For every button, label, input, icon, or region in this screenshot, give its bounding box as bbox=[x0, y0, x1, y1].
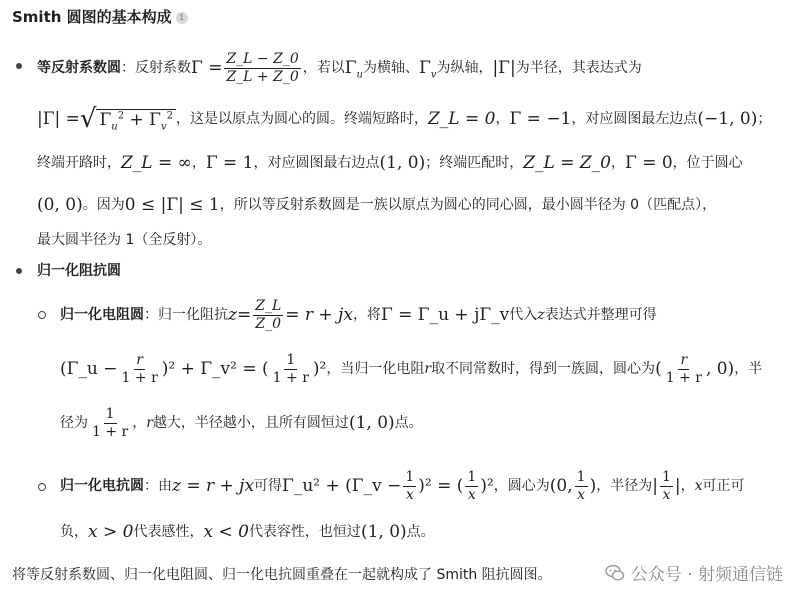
circle-bullet bbox=[38, 311, 46, 319]
x-text: 代表感性， bbox=[133, 524, 204, 540]
s1-text: ，若以 bbox=[302, 60, 345, 76]
frac-den: Z_0 bbox=[255, 315, 282, 332]
frac-den: x bbox=[467, 486, 476, 503]
s1-text: ；终端匹配时， bbox=[425, 155, 524, 171]
footer-sentence: 将等反射系数圆、归一化电阻圆、归一化电抗圆重叠在一起就构成了 Smith 阻抗圆图。 bbox=[12, 567, 552, 583]
gamma-fraction bbox=[224, 51, 300, 84]
x-eq-part3: )² bbox=[480, 475, 494, 496]
s1-text: ， bbox=[611, 155, 625, 171]
z-sym: z bbox=[228, 304, 237, 325]
x-sym: x bbox=[694, 478, 703, 494]
bullet-dot bbox=[16, 63, 22, 69]
eq-zl0: Z_L = 0 bbox=[428, 108, 496, 129]
gamma-v bbox=[419, 57, 437, 80]
abs-bar: | bbox=[652, 475, 658, 496]
center-fraction bbox=[664, 352, 704, 385]
r-text: 表达式并整理可得 bbox=[544, 307, 657, 323]
sub-v: v bbox=[160, 121, 167, 133]
x-text: 点。 bbox=[406, 524, 435, 540]
paren: ( bbox=[655, 358, 662, 379]
frac-den: x bbox=[405, 486, 414, 503]
x-line-1 bbox=[60, 466, 745, 506]
r-text: 越大，半径越小，且所有圆恒过 bbox=[152, 415, 349, 431]
frac-den: x bbox=[577, 486, 586, 503]
x-text: 可正可 bbox=[702, 478, 745, 494]
r-fraction-2 bbox=[271, 352, 311, 385]
r-text: ，半 bbox=[734, 361, 763, 377]
x-line-2 bbox=[60, 521, 435, 543]
s1-text: ， bbox=[495, 111, 510, 127]
gamma-u-sym: Γ bbox=[344, 57, 357, 78]
s1-line-4 bbox=[37, 194, 716, 216]
s1-text: ，位于圆心 bbox=[672, 155, 743, 171]
rad-a: Γ bbox=[99, 110, 112, 130]
point-center: (0, 0) bbox=[37, 194, 83, 215]
point-left: (−1, 0) bbox=[697, 108, 758, 129]
frac-num: Z_L − Z_0 bbox=[226, 51, 299, 68]
eq-range: 0 ≤ |Γ| ≤ 1 bbox=[124, 194, 220, 215]
x-label: 归一化电抗圆 bbox=[60, 478, 144, 494]
r-eq-part1: (Γ_u − bbox=[60, 358, 118, 379]
frac-den: x bbox=[662, 486, 671, 503]
x-text: ，圆心为 bbox=[493, 478, 550, 494]
r-line-3 bbox=[60, 403, 423, 443]
r-eq-part2: )² + Γ_v² = ( bbox=[161, 358, 269, 379]
x-radius-fraction bbox=[660, 469, 673, 502]
r-text: ，将 bbox=[352, 307, 381, 323]
eq-g1: Γ = 1 bbox=[205, 152, 254, 173]
s1-text: ：反射系数 bbox=[121, 60, 191, 76]
r-text: ：归一化阻抗 bbox=[144, 307, 228, 323]
gamma-eq: Γ = bbox=[191, 57, 223, 78]
x-fraction bbox=[403, 469, 416, 502]
z-fraction bbox=[253, 298, 283, 331]
s1-text: 。因为 bbox=[82, 197, 125, 213]
frac-num: 1 bbox=[286, 352, 296, 369]
eq-zl-inf: Z_L = ∞ bbox=[121, 152, 192, 173]
x-eq-part2: )² = ( bbox=[418, 475, 464, 496]
title-text: Smith 圆图的基本构成 bbox=[12, 8, 172, 26]
r-sym: r bbox=[146, 415, 153, 431]
x-text: ， bbox=[680, 478, 695, 494]
r-text: ， bbox=[132, 415, 147, 431]
s1-text: ，这是以原点为圆心的圆。终端短路时， bbox=[176, 111, 428, 127]
frac-num: r bbox=[680, 352, 688, 369]
x-center-fraction bbox=[575, 469, 588, 502]
sub-v: v bbox=[430, 68, 437, 80]
s1-text: 最大圆半径为 1（全反射）。 bbox=[37, 232, 212, 248]
x-text: 可得 bbox=[254, 478, 283, 494]
eq-g0: Γ = 0 bbox=[625, 152, 673, 173]
r-eq-part3: )² bbox=[312, 358, 327, 379]
r-text: ，当归一化电阻 bbox=[326, 361, 425, 377]
frac-num: r bbox=[136, 352, 143, 369]
sub-u: u bbox=[356, 68, 363, 80]
wechat-icon bbox=[605, 563, 625, 583]
sqrt-expression bbox=[80, 106, 176, 132]
watermark bbox=[605, 560, 783, 585]
frac-den: 1 + r bbox=[121, 369, 158, 386]
r-sym: r bbox=[424, 361, 432, 377]
r-text: 点。 bbox=[394, 415, 423, 431]
x-eq-part1: Γ_u² + (Γ_v − bbox=[282, 475, 402, 496]
r-text: 代入 bbox=[509, 307, 538, 323]
x-pos: x > 0 bbox=[88, 521, 134, 542]
frac-num: Z_L bbox=[255, 298, 282, 315]
s1-text: ； bbox=[757, 111, 772, 127]
s1-text: 为横轴、 bbox=[363, 60, 419, 76]
sub-u: u bbox=[111, 121, 118, 133]
abs-gamma-eq: |Γ| = bbox=[37, 108, 80, 129]
gamma-u bbox=[344, 57, 363, 80]
gamma-sub: Γ = Γ_u + jΓ_v bbox=[380, 304, 510, 325]
page-title bbox=[12, 10, 188, 25]
frac-num: 1 bbox=[661, 469, 671, 486]
frac-den: 1 + r bbox=[665, 369, 702, 386]
r-text: 取不同常数时，得到一族圆，圆心为 bbox=[431, 361, 656, 377]
citation-badge[interactable]: 1 bbox=[176, 12, 188, 24]
z-sym: z bbox=[537, 307, 545, 323]
sqrt-icon: √ bbox=[79, 104, 97, 134]
gamma-v-sym: Γ bbox=[419, 57, 431, 78]
eq-sign: = bbox=[236, 304, 252, 325]
s1-text: ，对应圆图最左边点 bbox=[571, 111, 698, 127]
s1-text: ，对应圆图最右边点 bbox=[253, 155, 380, 171]
s1-line-2 bbox=[37, 101, 771, 137]
sup-2: 2 bbox=[117, 110, 125, 122]
s1-text: 终端开路时， bbox=[37, 155, 121, 171]
r-fraction bbox=[120, 352, 160, 385]
abs-gamma: |Γ| bbox=[492, 57, 516, 78]
s1-text: 为纵轴， bbox=[436, 60, 493, 76]
point-10: (1, 0) bbox=[348, 412, 395, 433]
frac-den: 1 + r bbox=[272, 369, 309, 386]
r-text: 径为 bbox=[60, 415, 88, 431]
x-text: ：由 bbox=[144, 478, 172, 494]
s1-text: ，所以等反射系数圆是一族以原点为圆心的同心圆，最小圆半径为 0（匹配点）， bbox=[219, 197, 717, 213]
frac-num: 1 bbox=[576, 469, 586, 486]
s1-line-5 bbox=[37, 231, 211, 249]
r-line-2 bbox=[60, 349, 762, 389]
x-neg: x < 0 bbox=[203, 521, 249, 542]
frac-num: 1 bbox=[405, 469, 415, 486]
frac-num: 1 bbox=[105, 406, 115, 423]
x-text: 代表容性，也恒过 bbox=[248, 524, 361, 540]
circle-bullet bbox=[38, 483, 46, 491]
s1-label: 等反射系数圆 bbox=[37, 60, 121, 76]
eq-zl-z0: Z_L = Z_0 bbox=[523, 152, 611, 173]
s1-text: 为半径，其表达式为 bbox=[515, 60, 642, 76]
r-line-1 bbox=[60, 296, 657, 334]
x-text: 负， bbox=[60, 524, 88, 540]
frac-num: 1 bbox=[467, 469, 477, 486]
s2-heading bbox=[37, 262, 121, 280]
sqrt-radicand bbox=[96, 109, 176, 133]
z-eq: z = r + jx bbox=[172, 475, 255, 496]
rad-b: + Γ bbox=[129, 110, 161, 130]
watermark-text: 公众号 · 射频通信链 bbox=[630, 565, 783, 585]
x-fraction-2 bbox=[465, 469, 478, 502]
frac-den: Z_L + Z_0 bbox=[226, 68, 299, 85]
r-label: 归一化电阻圆 bbox=[60, 307, 144, 323]
z-rjx: = r + jx bbox=[285, 304, 353, 325]
paren: ) bbox=[589, 475, 597, 496]
abs-bar: | bbox=[674, 475, 681, 496]
point-right: (1, 0) bbox=[379, 152, 426, 173]
s1-text: ， bbox=[191, 155, 206, 171]
s1-line-3 bbox=[37, 152, 743, 174]
bullet-dot bbox=[16, 268, 22, 274]
footer-text bbox=[12, 566, 552, 584]
x-text: ，半径为 bbox=[596, 478, 653, 494]
paren: (0, bbox=[549, 475, 573, 496]
eq-gm1: Γ = −1 bbox=[509, 108, 572, 129]
sup-2: 2 bbox=[166, 110, 173, 122]
point-10: (1, 0) bbox=[360, 521, 407, 542]
frac-den: 1 + r bbox=[92, 423, 129, 440]
s2-label: 归一化阻抗圆 bbox=[37, 263, 121, 279]
s1-line-1 bbox=[37, 50, 642, 86]
paren: , 0) bbox=[705, 358, 735, 379]
radius-fraction bbox=[90, 406, 130, 439]
